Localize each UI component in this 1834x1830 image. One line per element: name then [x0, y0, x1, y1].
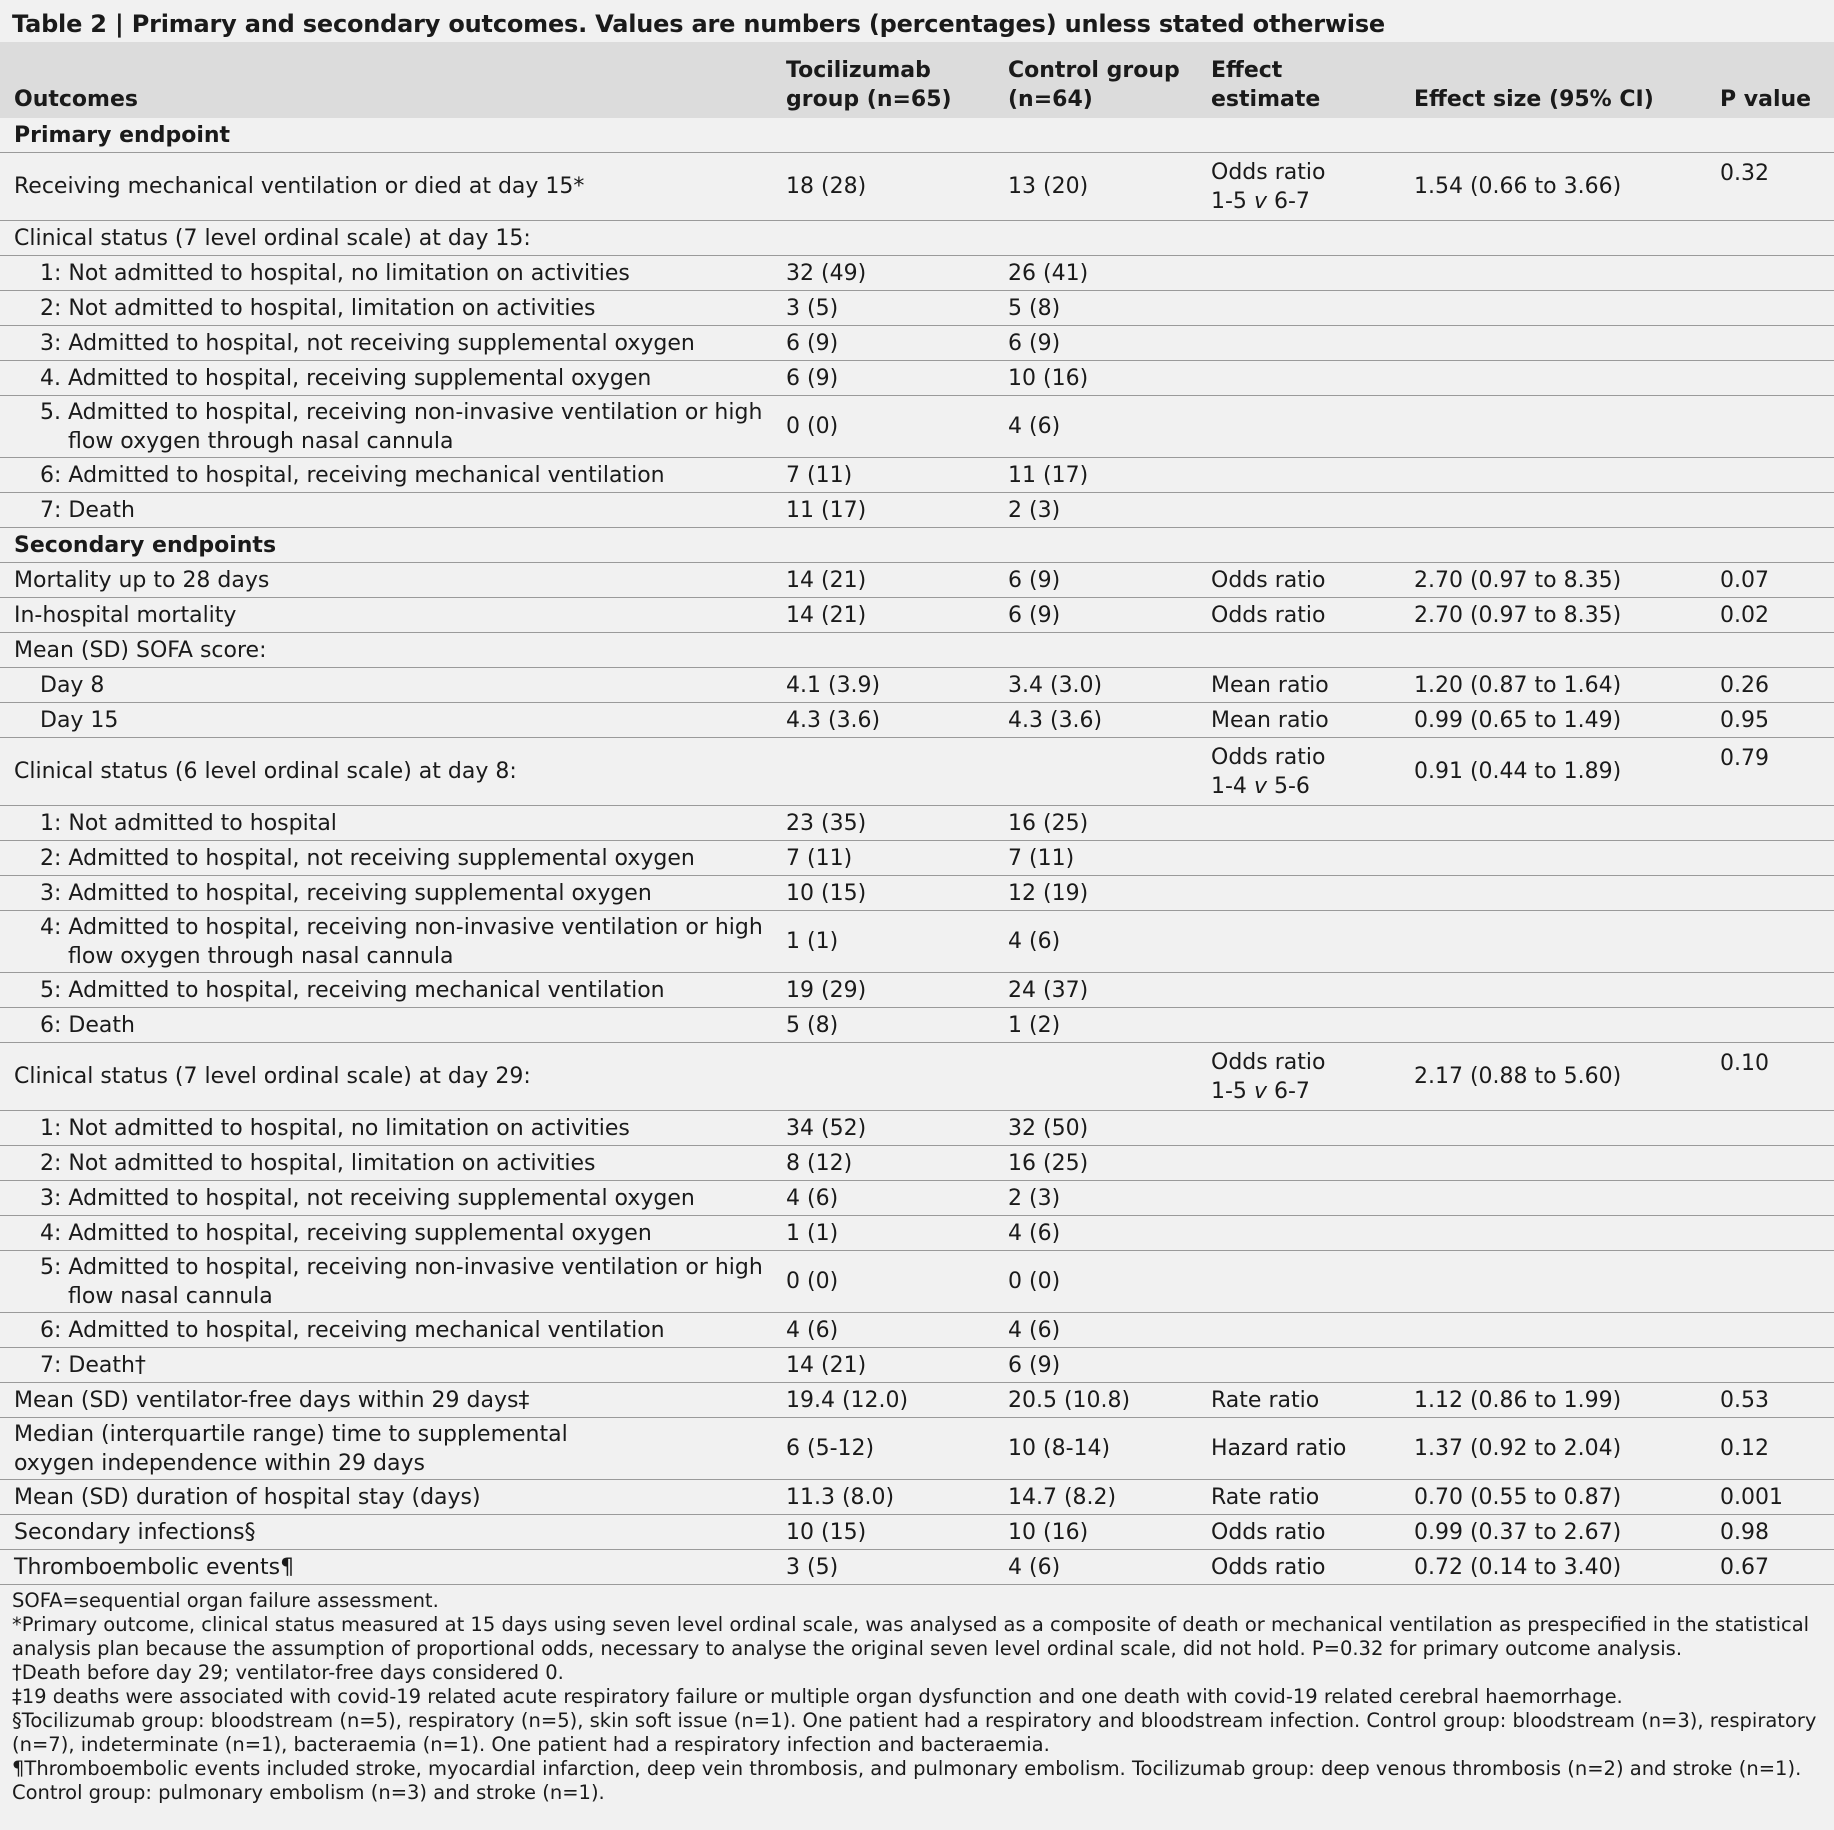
- outcome-line2: flow nasal cannula: [68, 1283, 273, 1309]
- cell-empty: [1706, 118, 1834, 153]
- cell-effect-size: [1400, 256, 1706, 291]
- table-row: [0, 876, 1834, 911]
- cell-control: 3.4 (3.0): [1008, 672, 1103, 698]
- cell-p-value: [1706, 291, 1834, 326]
- header-outcomes: Outcomes: [14, 87, 138, 112]
- cell-tocilizumab: [772, 221, 994, 256]
- cell-effect-estimate: Rate ratio: [1211, 1387, 1320, 1413]
- header-effect-estimate: [1197, 42, 1400, 118]
- cell-effect-estimate: [1197, 876, 1400, 911]
- effect-estimate-line1: Odds ratio: [1211, 159, 1326, 185]
- cell-control: [994, 1043, 1197, 1111]
- cell-effect-size: [1400, 876, 1706, 911]
- cell-effect-size: [1400, 1313, 1706, 1348]
- cell-control: [994, 738, 1197, 806]
- cell-outcome: Clinical status (7 level ordinal scale) at day 15:: [14, 225, 531, 251]
- cell-outcome: 7: Death†: [40, 1352, 146, 1378]
- cell-control: 10 (16): [1008, 365, 1089, 391]
- cell-outcome: Day 15: [40, 707, 119, 733]
- effect-estimate-line1: Odds ratio: [1211, 1049, 1326, 1075]
- cell-control: 6 (9): [1008, 330, 1061, 356]
- cell-outcome: 2: Not admitted to hospital, limitation on activities: [40, 295, 596, 321]
- cell-effect-estimate: [1197, 806, 1400, 841]
- cell-outcome: 5: Admitted to hospital, receiving mechanical ventilation: [40, 977, 665, 1003]
- table-row: [0, 291, 1834, 326]
- outcome-line2: oxygen independence within 29 days: [14, 1450, 425, 1476]
- cell-control: 4 (6): [1008, 1554, 1061, 1580]
- cell-tocilizumab: 4 (6): [786, 1185, 839, 1211]
- cell-outcome: Thromboembolic events¶: [14, 1554, 295, 1580]
- cell-effect-size: [1400, 633, 1706, 668]
- cell-control: 4 (6): [1008, 929, 1061, 954]
- outcome-line1: 5: Admitted to hospital, receiving non-invasive ventilation or high: [40, 1254, 763, 1280]
- cell-tocilizumab: [772, 1043, 994, 1111]
- table-row: [0, 1111, 1834, 1146]
- cell-p-value: [1706, 1216, 1834, 1251]
- cell-tocilizumab: 19 (29): [786, 977, 867, 1003]
- cell-tocilizumab: 32 (49): [786, 260, 867, 286]
- cell-outcome: Mean (SD) duration of hospital stay (days): [14, 1484, 481, 1510]
- table-row: [0, 841, 1834, 876]
- cell-outcome: [0, 911, 772, 973]
- cell-tocilizumab: 5 (8): [786, 1012, 839, 1038]
- cell-p-value: [1706, 396, 1834, 458]
- table-row: [0, 1550, 1834, 1585]
- cell-outcome: [0, 1418, 772, 1480]
- table-row: [0, 1043, 1834, 1111]
- header-effect-line2: estimate: [1211, 87, 1321, 112]
- cell-outcome: Mortality up to 28 days: [14, 567, 270, 593]
- cell-control: 4.3 (3.6): [1008, 707, 1103, 733]
- table-row: [0, 633, 1834, 668]
- cell-effect-estimate: [1197, 973, 1400, 1008]
- table-row: [0, 256, 1834, 291]
- cell-tocilizumab: 11 (17): [786, 497, 867, 523]
- cell-control: [994, 221, 1197, 256]
- cell-outcome: 1: Not admitted to hospital: [40, 810, 337, 836]
- cell-p-value: 0.07: [1720, 567, 1769, 593]
- cell-effect-estimate: [1197, 256, 1400, 291]
- table-row: [0, 1216, 1834, 1251]
- cell-effect-estimate: [1197, 1008, 1400, 1043]
- cell-control: 12 (19): [1008, 880, 1089, 906]
- cell-empty: [772, 528, 994, 563]
- cell-empty: [994, 118, 1197, 153]
- cell-control: 24 (37): [1008, 977, 1089, 1003]
- cell-outcome: Secondary endpoints: [14, 532, 277, 558]
- cell-effect-size: 2.70 (0.97 to 8.35): [1414, 602, 1622, 628]
- cell-effect-estimate: Mean ratio: [1211, 672, 1329, 698]
- cell-effect-estimate: [1197, 911, 1400, 973]
- cell-p-value: [1706, 1251, 1834, 1313]
- cell-effect-estimate: [1197, 1251, 1400, 1313]
- table-row: [0, 668, 1834, 703]
- outcome-line1: 5. Admitted to hospital, receiving non-invasive ventilation or high: [40, 399, 763, 425]
- cell-control: 4 (6): [1008, 414, 1061, 439]
- cell-tocilizumab: 6 (9): [786, 330, 839, 356]
- header-p-value: P value: [1720, 87, 1812, 112]
- cell-outcome: 3: Admitted to hospital, not receiving supplemental oxygen: [40, 1185, 695, 1211]
- cell-effect-size: 0.72 (0.14 to 3.40): [1414, 1554, 1622, 1580]
- footnote: SOFA=sequential organ failure assessment.: [12, 1589, 439, 1612]
- cell-p-value: 0.10: [1720, 1051, 1769, 1076]
- cell-tocilizumab: 4.1 (3.9): [786, 672, 881, 698]
- table-row: [0, 493, 1834, 528]
- table-row: [0, 973, 1834, 1008]
- cell-control: 14.7 (8.2): [1008, 1484, 1117, 1510]
- cell-effect-size: [1400, 841, 1706, 876]
- header-tocilizumab: [772, 42, 994, 118]
- cell-p-value: [1706, 361, 1834, 396]
- cell-tocilizumab: 4 (6): [786, 1317, 839, 1343]
- cell-effect-size: 2.70 (0.97 to 8.35): [1414, 567, 1622, 593]
- cell-p-value: 0.12: [1720, 1436, 1769, 1461]
- table-row: [0, 326, 1834, 361]
- cell-tocilizumab: 6 (9): [786, 365, 839, 391]
- cell-outcome: 3: Admitted to hospital, receiving supplemental oxygen: [40, 880, 652, 906]
- cell-control: 6 (9): [1008, 1352, 1061, 1378]
- outcome-line1: Median (interquartile range) time to supplemental: [14, 1421, 568, 1447]
- section-row: [0, 528, 1834, 563]
- cell-empty: [772, 118, 994, 153]
- cell-tocilizumab: 6 (5-12): [786, 1436, 875, 1461]
- footnotes: [0, 1585, 1834, 1805]
- header-control: [994, 42, 1197, 118]
- cell-tocilizumab: 0 (0): [786, 414, 839, 439]
- cell-outcome: [0, 1251, 772, 1313]
- cell-effect-estimate: [1197, 221, 1400, 256]
- cell-p-value: [1706, 876, 1834, 911]
- table-row: [0, 396, 1834, 458]
- cell-p-value: 0.26: [1720, 672, 1769, 698]
- cell-effect-size: [1400, 1251, 1706, 1313]
- cell-empty: [1400, 528, 1706, 563]
- table-row: [0, 1348, 1834, 1383]
- cell-effect-size: [1400, 361, 1706, 396]
- cell-effect-size: 0.70 (0.55 to 0.87): [1414, 1484, 1622, 1510]
- cell-p-value: [1706, 633, 1834, 668]
- effect-estimate-line2: 1-4 v 5-6: [1211, 773, 1310, 799]
- cell-effect-estimate: Odds ratio: [1211, 1554, 1326, 1580]
- cell-control: 0 (0): [1008, 1269, 1061, 1294]
- cell-p-value: [1706, 326, 1834, 361]
- cell-effect-estimate: [1197, 361, 1400, 396]
- table-row: [0, 458, 1834, 493]
- cell-tocilizumab: 14 (21): [786, 567, 867, 593]
- cell-tocilizumab: 19.4 (12.0): [786, 1387, 909, 1413]
- cell-effect-size: 1.20 (0.87 to 1.64): [1414, 672, 1622, 698]
- cell-tocilizumab: [772, 738, 994, 806]
- table-row: [0, 1146, 1834, 1181]
- cell-control: 5 (8): [1008, 295, 1061, 321]
- cell-tocilizumab: 8 (12): [786, 1150, 853, 1176]
- cell-outcome: 3: Admitted to hospital, not receiving supplemental oxygen: [40, 330, 695, 356]
- table-row: [0, 1418, 1834, 1480]
- effect-estimate-line2: 1-5 v 6-7: [1211, 1078, 1310, 1104]
- cell-effect-size: 0.91 (0.44 to 1.89): [1414, 759, 1622, 784]
- header-effect-line1: Effect: [1211, 58, 1283, 83]
- cell-p-value: 0.32: [1720, 161, 1769, 186]
- cell-control: 20.5 (10.8): [1008, 1387, 1131, 1413]
- cell-control: 10 (16): [1008, 1519, 1089, 1545]
- cell-effect-estimate: [1197, 326, 1400, 361]
- cell-outcome: 4. Admitted to hospital, receiving supplemental oxygen: [40, 365, 652, 391]
- cell-p-value: [1706, 806, 1834, 841]
- effect-estimate-line1: Odds ratio: [1211, 744, 1326, 770]
- cell-control: 4 (6): [1008, 1317, 1061, 1343]
- cell-empty: [994, 528, 1197, 563]
- table-title: Table 2 | Primary and secondary outcomes. Values are numbers (percentages) unless stated otherwise: [12, 10, 1385, 38]
- cell-control: 26 (41): [1008, 260, 1089, 286]
- cell-effect-size: 2.17 (0.88 to 5.60): [1414, 1064, 1622, 1089]
- cell-outcome: In-hospital mortality: [14, 602, 237, 628]
- cell-tocilizumab: 1 (1): [786, 1220, 839, 1246]
- cell-outcome: Primary endpoint: [14, 122, 231, 148]
- cell-effect-size: [1400, 1181, 1706, 1216]
- cell-outcome: Clinical status (7 level ordinal scale) at day 29:: [14, 1064, 531, 1089]
- cell-control: 16 (25): [1008, 810, 1089, 836]
- footnote: *Primary outcome, clinical status measured at 15 days using seven level ordinal scale, was analysed as a composite of death or mechanical ventilation as prespecified in the statistical analysis plan because the assumption of proportional odds, necessary to analyse the original seven level ordinal scale, did not hold. P=0.32 for primary outcome analysis.: [12, 1613, 1810, 1660]
- cell-tocilizumab: 34 (52): [786, 1115, 867, 1141]
- cell-effect-size: [1400, 1146, 1706, 1181]
- cell-p-value: [1706, 1146, 1834, 1181]
- cell-effect-size: [1400, 458, 1706, 493]
- cell-outcome: Mean (SD) SOFA score:: [14, 637, 267, 663]
- cell-control: 11 (17): [1008, 462, 1089, 488]
- table-row: [0, 911, 1834, 973]
- cell-p-value: 0.79: [1720, 746, 1769, 771]
- table-row: [0, 1181, 1834, 1216]
- cell-outcome: 2: Admitted to hospital, not receiving supplemental oxygen: [40, 845, 695, 871]
- cell-effect-size: [1400, 493, 1706, 528]
- table-row: [0, 806, 1834, 841]
- cell-p-value: [1706, 1313, 1834, 1348]
- cell-outcome: Receiving mechanical ventilation or died at day 15*: [14, 174, 585, 199]
- cell-p-value: 0.53: [1720, 1387, 1769, 1413]
- cell-tocilizumab: 4.3 (3.6): [786, 707, 881, 733]
- cell-empty: [1197, 118, 1400, 153]
- cell-effect-estimate: Rate ratio: [1211, 1484, 1320, 1510]
- header-tocilizumab-line1: Tocilizumab: [786, 58, 931, 83]
- cell-control: 10 (8-14): [1008, 1436, 1111, 1461]
- table-row: [0, 1313, 1834, 1348]
- cell-p-value: [1706, 1111, 1834, 1146]
- header-row: [0, 42, 1834, 118]
- cell-tocilizumab: 10 (15): [786, 1519, 867, 1545]
- table-row: [0, 1515, 1834, 1550]
- cell-control: 13 (20): [1008, 174, 1089, 199]
- cell-control: 4 (6): [1008, 1220, 1061, 1246]
- table-row: [0, 1008, 1834, 1043]
- cell-effect-estimate: [1197, 153, 1400, 221]
- cell-effect-size: 1.12 (0.86 to 1.99): [1414, 1387, 1622, 1413]
- cell-effect-estimate: [1197, 291, 1400, 326]
- table-body: [0, 118, 1834, 1585]
- cell-outcome: 6: Admitted to hospital, receiving mechanical ventilation: [40, 462, 665, 488]
- cell-effect-estimate: Odds ratio: [1211, 1519, 1326, 1545]
- outcome-line1: 4: Admitted to hospital, receiving non-invasive ventilation or high: [40, 914, 763, 940]
- cell-p-value: [1706, 973, 1834, 1008]
- cell-tocilizumab: 1 (1): [786, 929, 839, 954]
- outcome-line2: flow oxygen through nasal cannula: [68, 428, 454, 454]
- cell-control: 2 (3): [1008, 1185, 1061, 1211]
- header-effect-size: Effect size (95% CI): [1414, 87, 1654, 112]
- cell-tocilizumab: [772, 633, 994, 668]
- table-row: [0, 1383, 1834, 1418]
- cell-tocilizumab: 14 (21): [786, 602, 867, 628]
- cell-outcome: 4: Admitted to hospital, receiving supplemental oxygen: [40, 1220, 652, 1246]
- cell-effect-size: [1400, 1216, 1706, 1251]
- cell-effect-estimate: [1197, 1146, 1400, 1181]
- cell-tocilizumab: 3 (5): [786, 1554, 839, 1580]
- cell-effect-size: 0.99 (0.65 to 1.49): [1414, 707, 1622, 733]
- footnote: ‡19 deaths were associated with covid-19 related acute respiratory failure or multiple organ dysfunction and one death with covid-19 related cerebral haemorrhage.: [12, 1685, 1623, 1708]
- cell-control: 32 (50): [1008, 1115, 1089, 1141]
- header-control-line1: Control group: [1008, 58, 1180, 83]
- cell-empty: [1706, 528, 1834, 563]
- cell-p-value: [1706, 1181, 1834, 1216]
- cell-effect-estimate: [1197, 1313, 1400, 1348]
- outcome-line2: flow oxygen through nasal cannula: [68, 943, 454, 969]
- cell-effect-estimate: [1197, 1181, 1400, 1216]
- cell-effect-estimate: Hazard ratio: [1211, 1436, 1347, 1461]
- cell-tocilizumab: 7 (11): [786, 462, 853, 488]
- effect-estimate-line2: 1-5 v 6-7: [1211, 188, 1310, 214]
- cell-tocilizumab: 7 (11): [786, 845, 853, 871]
- cell-effect-estimate: [1197, 493, 1400, 528]
- cell-p-value: [1706, 493, 1834, 528]
- table-row: [0, 361, 1834, 396]
- cell-effect-estimate: [1197, 1216, 1400, 1251]
- cell-effect-estimate: [1197, 458, 1400, 493]
- cell-p-value: [1706, 911, 1834, 973]
- cell-control: 2 (3): [1008, 497, 1061, 523]
- cell-effect-size: [1400, 1348, 1706, 1383]
- cell-outcome: Mean (SD) ventilator-free days within 29 days‡: [14, 1387, 530, 1413]
- cell-control: 16 (25): [1008, 1150, 1089, 1176]
- table-row: [0, 563, 1834, 598]
- header-control-line2: (n=64): [1008, 87, 1093, 112]
- cell-effect-size: [1400, 326, 1706, 361]
- cell-outcome: [0, 396, 772, 458]
- cell-effect-estimate: [1197, 1111, 1400, 1146]
- cell-tocilizumab: 11.3 (8.0): [786, 1484, 895, 1510]
- cell-outcome: Clinical status (6 level ordinal scale) at day 8:: [14, 759, 517, 784]
- cell-p-value: [1706, 1008, 1834, 1043]
- cell-p-value: [1706, 841, 1834, 876]
- table-row: [0, 598, 1834, 633]
- cell-outcome: Secondary infections§: [14, 1519, 256, 1545]
- cell-effect-size: [1400, 1111, 1706, 1146]
- cell-effect-estimate: [1197, 841, 1400, 876]
- cell-tocilizumab: 10 (15): [786, 880, 867, 906]
- cell-control: 6 (9): [1008, 602, 1061, 628]
- cell-outcome: 2: Not admitted to hospital, limitation on activities: [40, 1150, 596, 1176]
- cell-p-value: 0.67: [1720, 1554, 1769, 1580]
- footnote: †Death before day 29; ventilator-free days considered 0.: [12, 1661, 564, 1684]
- cell-p-value: 0.001: [1720, 1484, 1783, 1510]
- cell-tocilizumab: 14 (21): [786, 1352, 867, 1378]
- cell-effect-size: [1400, 221, 1706, 256]
- table-row: [0, 738, 1834, 806]
- table-row: [0, 221, 1834, 256]
- cell-effect-estimate: [1197, 1348, 1400, 1383]
- section-row: [0, 118, 1834, 153]
- cell-p-value: [1706, 221, 1834, 256]
- cell-p-value: [1706, 1348, 1834, 1383]
- table-row: [0, 1480, 1834, 1515]
- cell-effect-estimate: Mean ratio: [1211, 707, 1329, 733]
- cell-outcome: 7: Death: [40, 497, 135, 523]
- cell-p-value: 0.95: [1720, 707, 1769, 733]
- cell-effect-size: [1400, 291, 1706, 326]
- cell-p-value: [1706, 458, 1834, 493]
- cell-outcome: 1: Not admitted to hospital, no limitation on activities: [40, 260, 630, 286]
- cell-outcome: 6: Death: [40, 1012, 135, 1038]
- cell-effect-estimate: [1197, 633, 1400, 668]
- cell-effect-estimate: [1197, 1043, 1400, 1111]
- cell-tocilizumab: 18 (28): [786, 174, 867, 199]
- cell-effect-estimate: Odds ratio: [1211, 567, 1326, 593]
- cell-effect-estimate: [1197, 738, 1400, 806]
- cell-outcome: Day 8: [40, 672, 105, 698]
- cell-outcome: 6: Admitted to hospital, receiving mechanical ventilation: [40, 1317, 665, 1343]
- table-row: [0, 1251, 1834, 1313]
- cell-effect-size: [1400, 973, 1706, 1008]
- cell-empty: [1197, 528, 1400, 563]
- table-row: [0, 153, 1834, 221]
- cell-tocilizumab: 23 (35): [786, 810, 867, 836]
- cell-effect-size: [1400, 911, 1706, 973]
- cell-control: 1 (2): [1008, 1012, 1061, 1038]
- cell-tocilizumab: 3 (5): [786, 295, 839, 321]
- cell-control: 7 (11): [1008, 845, 1075, 871]
- cell-effect-size: 1.54 (0.66 to 3.66): [1414, 174, 1622, 199]
- cell-effect-size: [1400, 806, 1706, 841]
- cell-effect-estimate: [1197, 396, 1400, 458]
- cell-effect-size: 0.99 (0.37 to 2.67): [1414, 1519, 1622, 1545]
- cell-empty: [1400, 118, 1706, 153]
- cell-p-value: 0.98: [1720, 1519, 1769, 1545]
- header-tocilizumab-line2: group (n=65): [786, 87, 952, 112]
- cell-outcome: 1: Not admitted to hospital, no limitation on activities: [40, 1115, 630, 1141]
- cell-effect-estimate: Odds ratio: [1211, 602, 1326, 628]
- cell-p-value: [1706, 256, 1834, 291]
- outcomes-table: [0, 42, 1834, 1585]
- cell-effect-size: 1.37 (0.92 to 2.04): [1414, 1436, 1622, 1461]
- cell-p-value: 0.02: [1720, 602, 1769, 628]
- table-row: [0, 703, 1834, 738]
- cell-effect-size: [1400, 396, 1706, 458]
- cell-control: [994, 633, 1197, 668]
- cell-effect-size: [1400, 1008, 1706, 1043]
- cell-control: 6 (9): [1008, 567, 1061, 593]
- footnote: ¶Thromboembolic events included stroke, myocardial infarction, deep vein thrombosis, and pulmonary embolism. Tocilizumab group: deep venous thrombosis (n=2) and stroke (n=1). Control group: pulmonary embolism (n=3) and stroke (n=1).: [12, 1757, 1802, 1804]
- cell-tocilizumab: 0 (0): [786, 1269, 839, 1294]
- footnote: §Tocilizumab group: bloodstream (n=5), respiratory (n=5), skin soft issue (n=1). One patient had a respiratory and bloodstream infection. Control group: bloodstream (n=3), respiratory (n=7), indeterminate (n=1), bacteraemia (n=1). One patient had a respiratory infection and bacteraemia.: [12, 1709, 1817, 1756]
